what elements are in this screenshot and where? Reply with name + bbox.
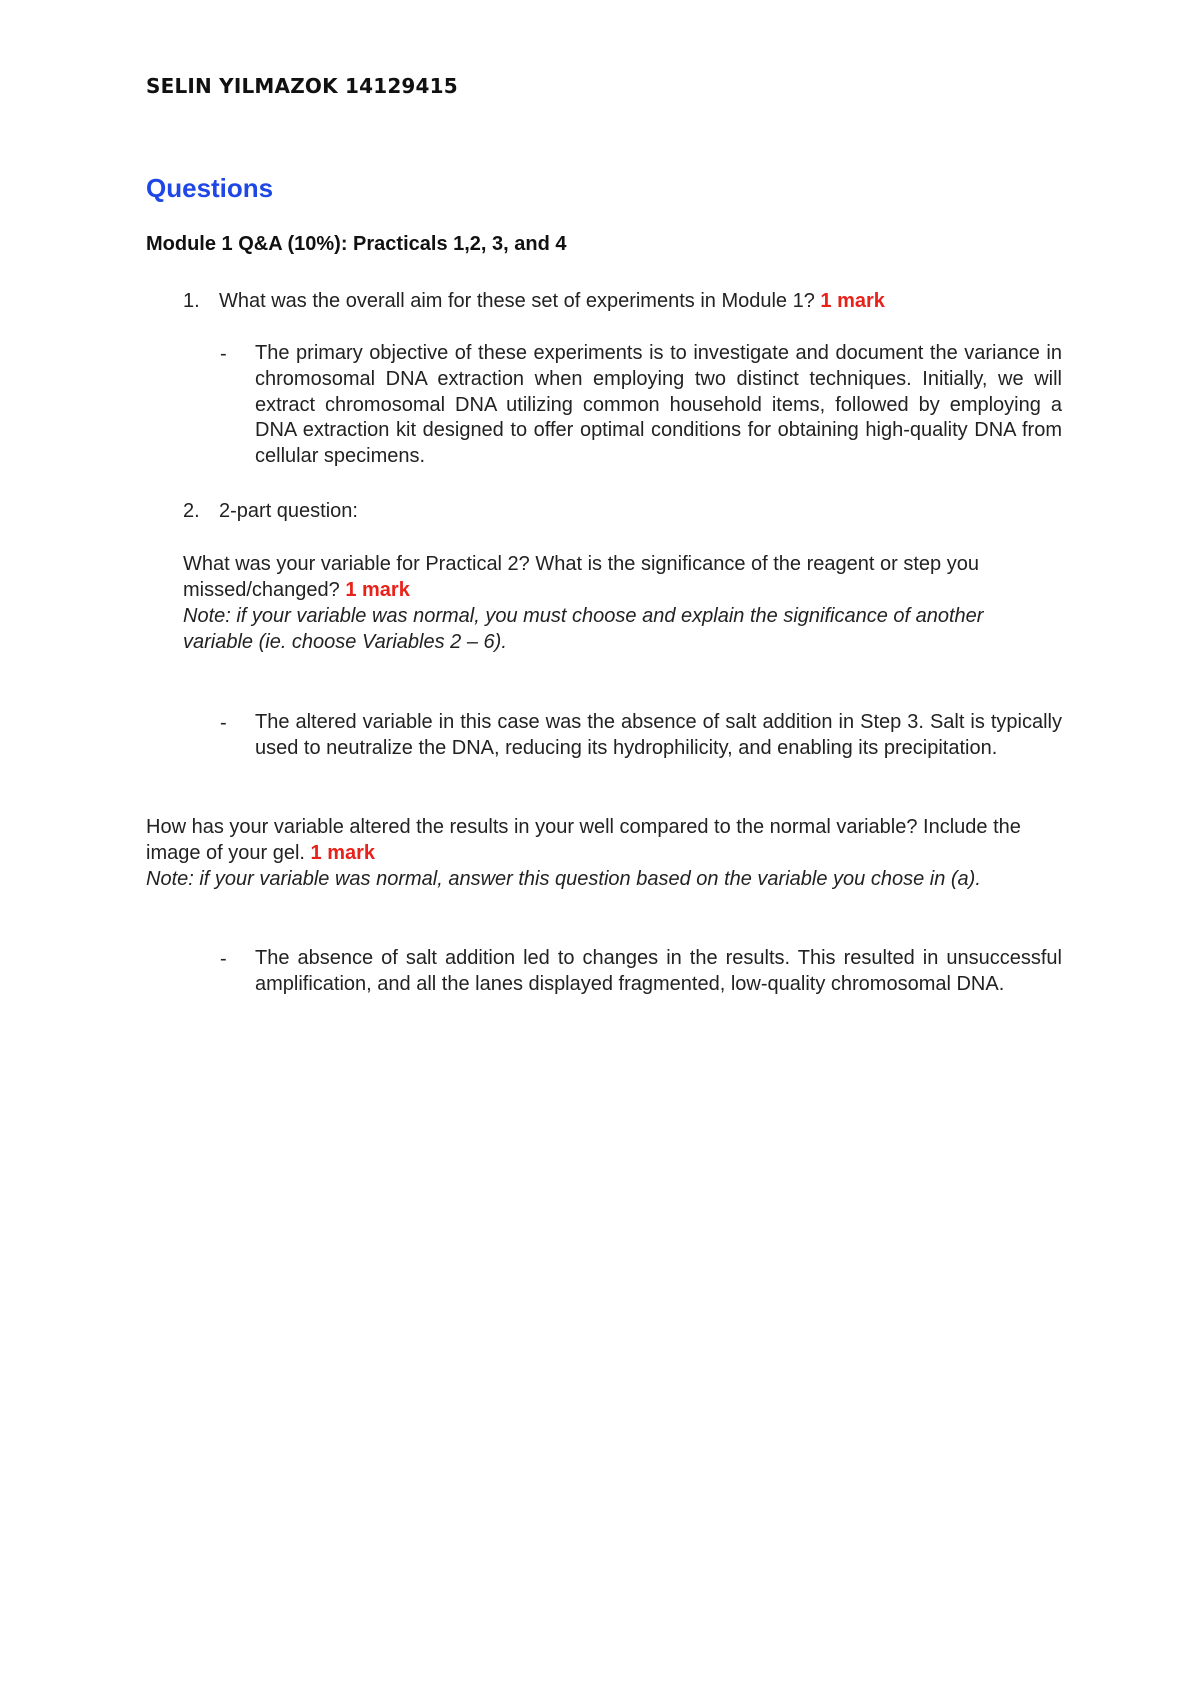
question-1-mark: 1 mark (820, 290, 885, 312)
question-2b (146, 815, 1046, 867)
question-2a (183, 552, 1043, 604)
answer-2a: The altered variable in this case was the absence of salt addition in Step 3. Salt is typically used to neutralize the DNA, reducing its hydrophilicity, and enabling its precipitation. (255, 711, 1062, 759)
question-2-heading: 2-part question: (219, 500, 358, 522)
answer-1-bullet: - (220, 343, 227, 365)
answer-2b-bullet: - (220, 948, 227, 970)
answer-2a-bullet: - (220, 712, 227, 734)
question-2a-text: What was your variable for Practical 2? What is the significance of the reagent or step you missed/changed? (183, 553, 979, 601)
answer-1: The primary objective of these experiments is to investigate and document the variance in chromosomal DNA extraction when employing two distinct techniques. Initially, we will extract chromosomal DNA utilizing common household items, followed by employing a DNA extraction kit designed to offer optimal conditions for obtaining high-quality DNA from cellular specimens. (255, 342, 1062, 468)
question-1-text: What was the overall aim for these set of experiments in Module 1? (219, 290, 815, 312)
question-2b-text: How has your variable altered the results in your well compared to the normal variable? Include the image of your gel. (146, 816, 1021, 864)
section-title: Questions (146, 173, 274, 203)
question-2a-mark: 1 mark (345, 578, 410, 601)
question-2-number: 2. (183, 500, 200, 522)
question-2b-mark: 1 mark (310, 841, 376, 864)
module-title: Module 1 Q&A (10%): Practicals 1,2, 3, and 4 (146, 233, 567, 255)
question-1-number: 1. (183, 290, 200, 312)
student-name-header: SELIN YILMAZOK 14129415 (146, 74, 458, 98)
question-2a-note: Note: if your variable was normal, you must choose and explain the significance of another variable (ie. choose Variables 2 – 6). (183, 605, 984, 653)
question-2b-note: Note: if your variable was normal, answer this question based on the variable you chose in (a). (146, 868, 981, 890)
answer-2b: The absence of salt addition led to changes in the results. This resulted in unsuccessful amplification, and all the lanes displayed fragmented, low-quality chromosomal DNA. (255, 947, 1062, 995)
question-1 (219, 288, 885, 314)
